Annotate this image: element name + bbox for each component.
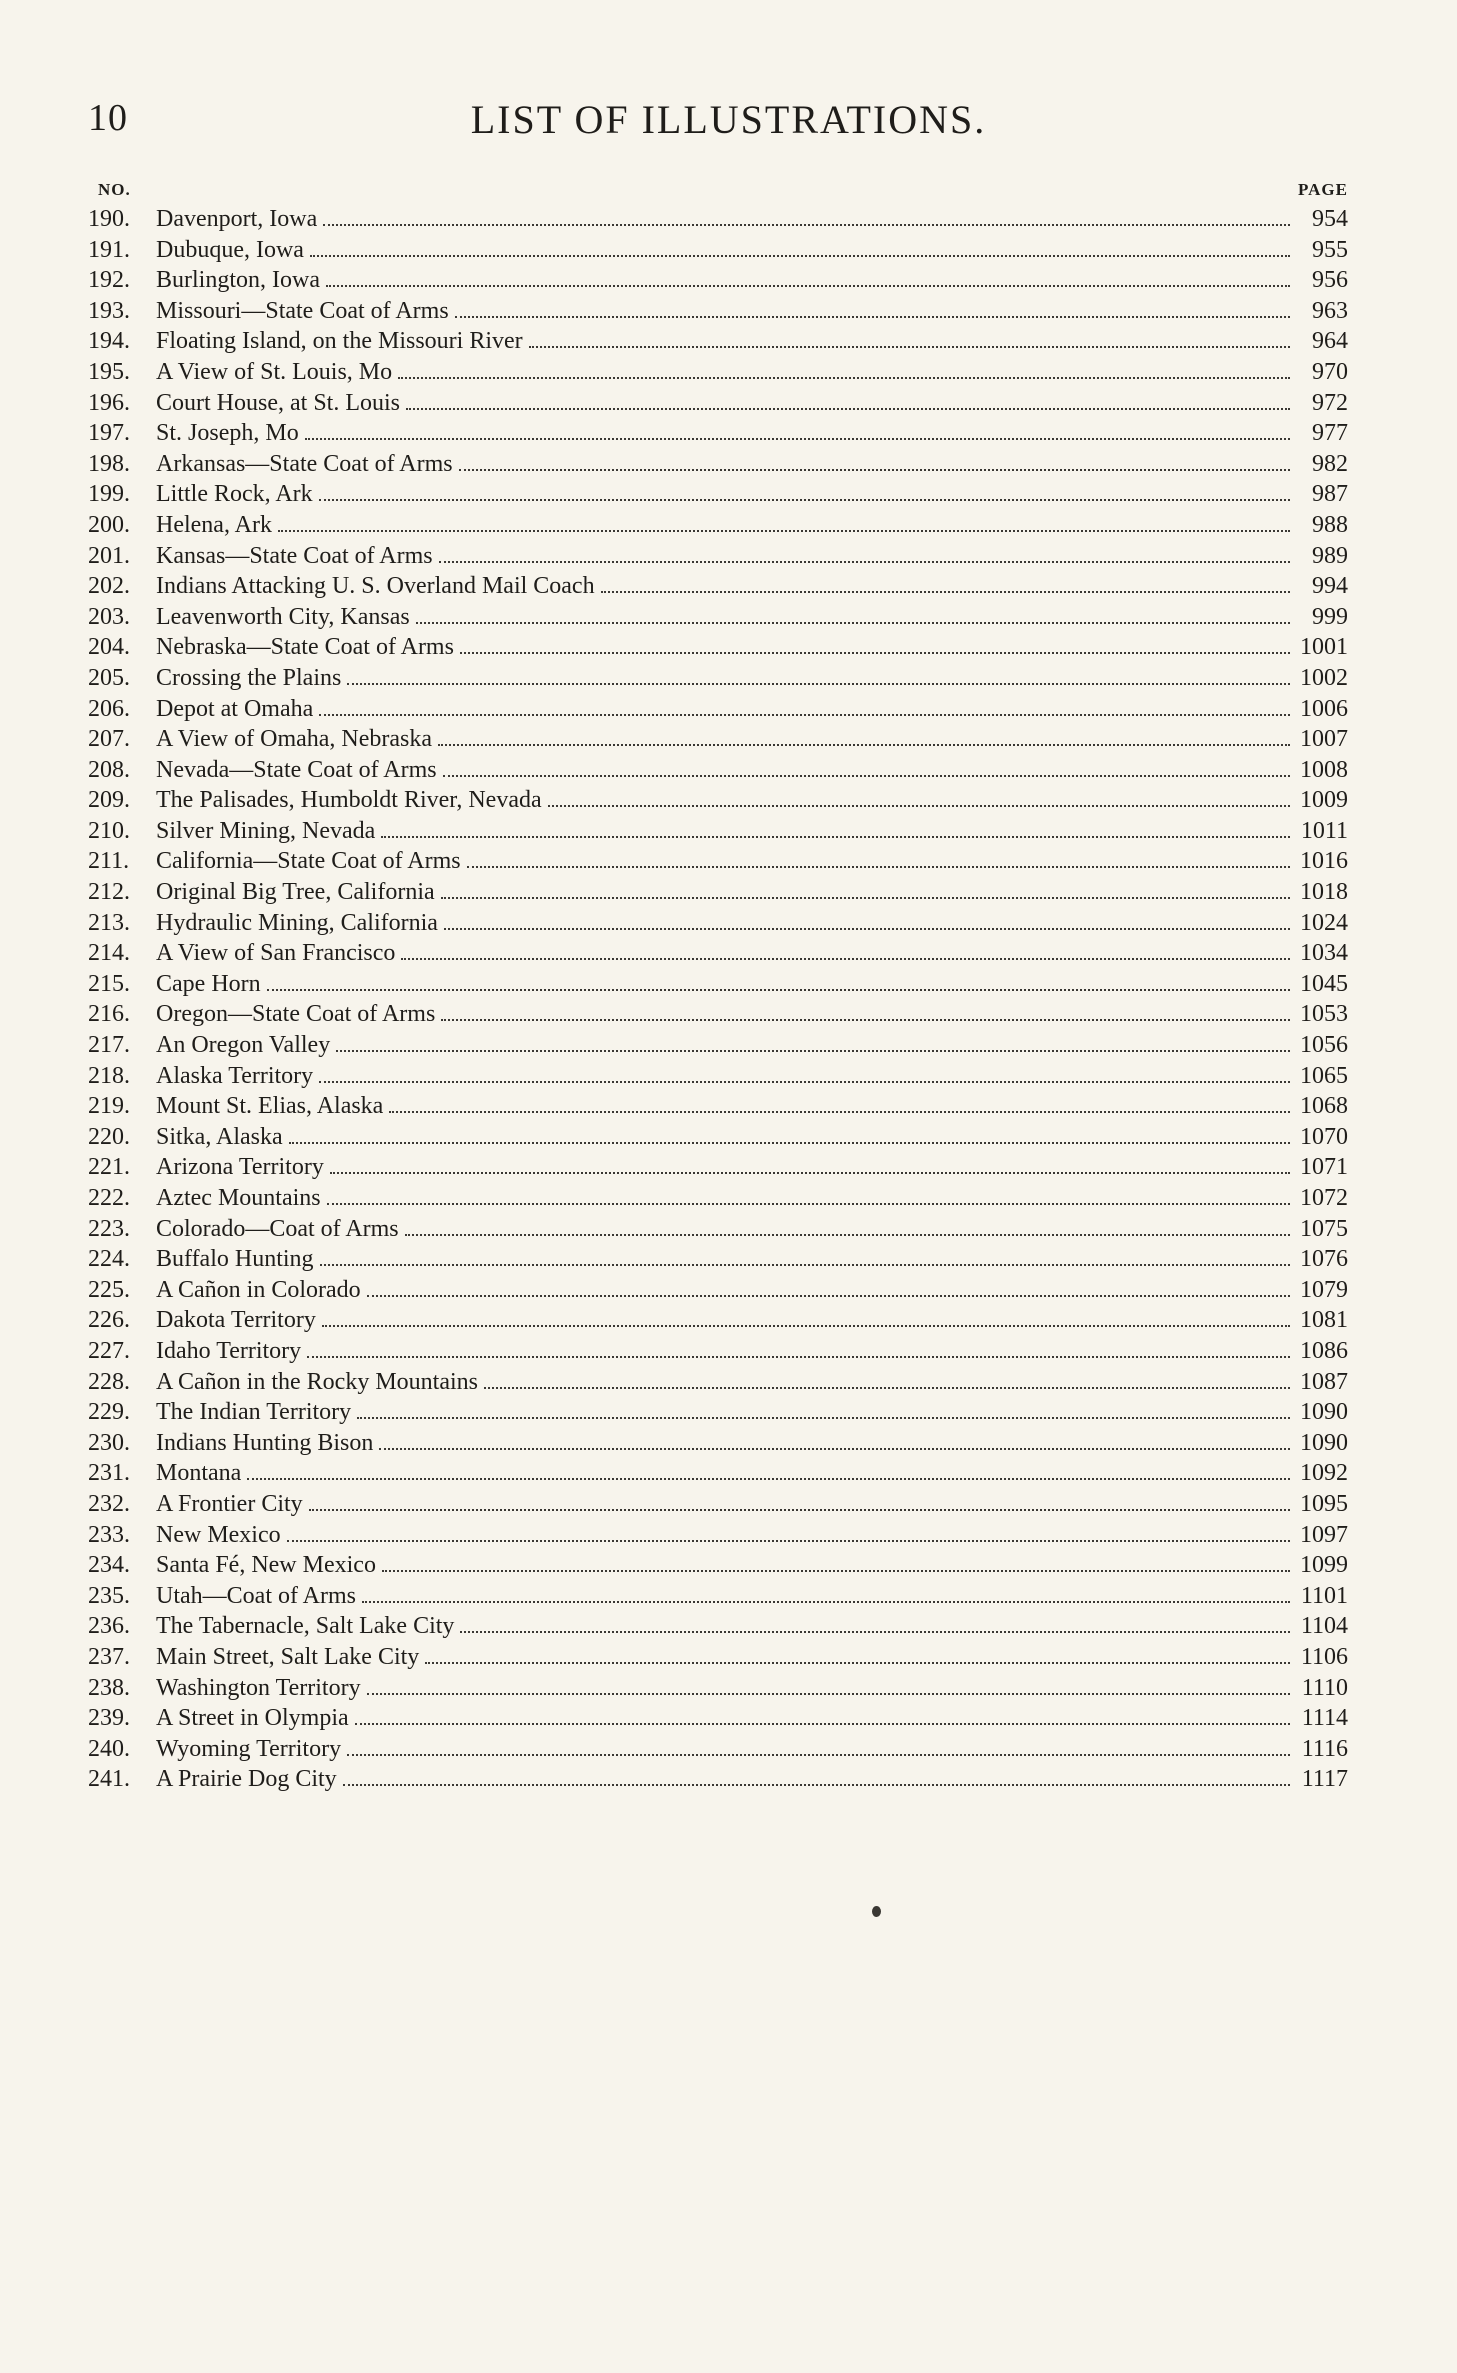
illustration-number: 238. [88, 1674, 130, 1701]
page-header [0, 96, 1457, 156]
illustration-number: 212. [88, 879, 130, 906]
illustration-number: 210. [88, 817, 130, 844]
dot-leader [322, 1324, 1290, 1327]
illustration-page: 954 [1312, 206, 1348, 232]
list-item [88, 481, 1348, 512]
dot-leader [405, 1233, 1290, 1236]
dot-leader [310, 254, 1290, 257]
illustration-page: 1090 [1300, 1429, 1348, 1456]
list-item [88, 1491, 1348, 1522]
list-item [88, 359, 1348, 390]
illustration-title: Alaska Territory [156, 1062, 314, 1089]
dot-leader [289, 1141, 1290, 1144]
illustration-page: 1002 [1300, 664, 1348, 691]
dot-leader [336, 1049, 1290, 1052]
list-item [88, 1675, 1348, 1706]
illustration-page: 955 [1312, 236, 1348, 263]
illustration-title: Crossing the Plains [156, 664, 342, 691]
list-item [88, 787, 1348, 818]
illustration-number: 192. [88, 267, 130, 294]
list-item [88, 1032, 1348, 1063]
list-item [88, 512, 1348, 543]
dot-leader [460, 1630, 1290, 1633]
list-item [88, 267, 1348, 298]
illustration-title: A Street in Olympia [156, 1705, 349, 1732]
illustration-page: 1068 [1300, 1093, 1348, 1120]
illustration-title: Depot at Omaha [156, 695, 314, 722]
illustration-page: 1045 [1300, 970, 1348, 997]
illustration-title: Dubuque, Iowa [156, 236, 304, 263]
illustration-page: 1034 [1300, 940, 1348, 967]
illustration-page: 1095 [1300, 1490, 1348, 1517]
illustration-number: 237. [88, 1643, 130, 1670]
list-item [88, 1430, 1348, 1461]
list-item [88, 818, 1348, 849]
list-item [88, 1705, 1348, 1736]
illustration-page: 1024 [1300, 909, 1348, 936]
illustration-title: California—State Coat of Arms [156, 848, 461, 875]
dot-leader [305, 437, 1290, 440]
illustration-page: 999 [1312, 603, 1348, 630]
illustration-number: 208. [88, 756, 130, 783]
illustration-number: 241. [88, 1766, 130, 1793]
illustration-title: Cape Horn [156, 970, 261, 997]
number-column-heading: NO. [98, 180, 131, 199]
dot-leader [347, 682, 1290, 685]
illustration-page: 1065 [1300, 1062, 1348, 1089]
illustration-title: Missouri—State Coat of Arms [156, 297, 449, 324]
dot-leader [460, 651, 1290, 654]
illustration-number: 196. [88, 389, 130, 416]
dot-leader [416, 621, 1290, 624]
dot-leader [467, 865, 1290, 868]
dot-leader [441, 896, 1290, 899]
illustration-title: Oregon—State Coat of Arms [156, 1001, 436, 1028]
dot-leader [309, 1508, 1290, 1511]
illustration-title: Sitka, Alaska [156, 1123, 283, 1150]
illustration-page: 1070 [1300, 1123, 1348, 1150]
illustration-number: 224. [88, 1246, 130, 1273]
illustration-number: 195. [88, 358, 130, 385]
list-item [88, 206, 1348, 237]
dot-leader [381, 835, 1290, 838]
illustration-page: 1104 [1300, 1613, 1348, 1640]
illustration-title: The Indian Territory [156, 1399, 352, 1426]
illustration-title: Original Big Tree, California [156, 879, 435, 906]
illustration-number: 197. [88, 420, 130, 447]
illustration-title: Kansas—State Coat of Arms [156, 542, 433, 569]
list-item [88, 1307, 1348, 1338]
dot-leader [455, 315, 1290, 318]
illustration-number: 228. [88, 1368, 130, 1395]
illustration-page: 1016 [1300, 848, 1348, 875]
illustration-page: 1071 [1300, 1154, 1348, 1181]
illustration-number: 221. [88, 1154, 130, 1181]
illustration-title: Nebraska—State Coat of Arms [156, 634, 454, 661]
illustration-title: Little Rock, Ark [156, 481, 313, 508]
illustration-number: 198. [88, 450, 130, 477]
dot-leader [459, 468, 1290, 471]
illustration-title: Hydraulic Mining, California [156, 909, 438, 936]
dot-leader [287, 1539, 1290, 1542]
dot-leader [401, 957, 1290, 960]
illustration-title: A View of St. Louis, Mo [156, 358, 393, 385]
list-item [88, 1399, 1348, 1430]
illustration-number: 226. [88, 1307, 130, 1334]
list-item [88, 420, 1348, 451]
illustration-title: Floating Island, on the Missouri River [156, 328, 523, 355]
page-column-heading: PAGE [1298, 180, 1348, 199]
illustration-title: Leavenworth City, Kansas [156, 603, 410, 630]
illustration-number: 200. [88, 511, 130, 538]
page-title: LIST OF ILLUSTRATIONS. [470, 97, 987, 142]
dot-leader [367, 1692, 1290, 1695]
dot-leader [319, 1080, 1290, 1083]
illustration-number: 209. [88, 787, 130, 814]
illustration-page: 1011 [1300, 817, 1348, 844]
dot-leader [379, 1447, 1290, 1450]
illustration-page: 972 [1312, 389, 1348, 416]
list-item [88, 1766, 1348, 1797]
illustrations-list [88, 206, 1348, 1797]
illustration-page: 963 [1312, 297, 1348, 324]
list-item [88, 665, 1348, 696]
illustration-page: 1006 [1300, 695, 1348, 722]
illustration-page: 1092 [1300, 1460, 1348, 1487]
dot-leader [601, 590, 1290, 593]
dot-leader [357, 1416, 1290, 1419]
dot-leader [425, 1661, 1290, 1664]
illustration-number: 220. [88, 1123, 130, 1150]
dot-leader [323, 223, 1290, 226]
illustration-title: Indians Hunting Bison [156, 1429, 374, 1456]
list-item [88, 328, 1348, 359]
illustration-title: A View of San Francisco [156, 940, 396, 967]
illustration-number: 218. [88, 1062, 130, 1089]
dot-leader [439, 560, 1290, 563]
illustration-number: 193. [88, 297, 130, 324]
dot-leader [367, 1294, 1290, 1297]
illustration-number: 232. [88, 1490, 130, 1517]
illustration-number: 190. [88, 206, 130, 232]
list-item [88, 1460, 1348, 1491]
illustration-title: The Tabernacle, Salt Lake City [156, 1613, 455, 1640]
illustration-title: St. Joseph, Mo [156, 420, 299, 447]
illustration-page: 1081 [1300, 1307, 1348, 1334]
illustration-number: 206. [88, 695, 130, 722]
list-item [88, 573, 1348, 604]
ink-spot [872, 1906, 881, 1917]
illustration-page: 1076 [1300, 1246, 1348, 1273]
illustration-number: 225. [88, 1276, 130, 1303]
illustration-number: 217. [88, 1032, 130, 1059]
illustration-number: 219. [88, 1093, 130, 1120]
list-item [88, 1063, 1348, 1094]
dot-leader [319, 713, 1290, 716]
illustration-title: Arizona Territory [156, 1154, 324, 1181]
list-item [88, 696, 1348, 727]
list-item [88, 1277, 1348, 1308]
illustration-page: 994 [1312, 573, 1348, 600]
illustration-number: 222. [88, 1185, 130, 1211]
illustration-page: 1101 [1300, 1582, 1348, 1609]
list-item [88, 543, 1348, 574]
illustration-page: 977 [1312, 420, 1348, 447]
illustration-title: Washington Territory [156, 1674, 361, 1701]
illustration-page: 1072 [1300, 1185, 1348, 1211]
list-item [88, 757, 1348, 788]
illustration-title: Utah—Coat of Arms [156, 1582, 356, 1609]
illustration-title: Arkansas—State Coat of Arms [156, 450, 453, 477]
dot-leader [267, 988, 1290, 991]
list-item [88, 848, 1348, 879]
illustration-title: An Oregon Valley [156, 1032, 331, 1059]
list-item [88, 237, 1348, 268]
page-number: 10 [88, 97, 128, 139]
list-item [88, 879, 1348, 910]
illustration-number: 214. [88, 940, 130, 967]
list-item [88, 1185, 1348, 1216]
illustration-title: Mount St. Elias, Alaska [156, 1093, 384, 1120]
list-item [88, 1369, 1348, 1400]
dot-leader [406, 407, 1290, 410]
illustration-number: 233. [88, 1521, 130, 1548]
illustration-number: 223. [88, 1215, 130, 1242]
illustration-number: 230. [88, 1429, 130, 1456]
list-item [88, 390, 1348, 421]
illustration-number: 203. [88, 603, 130, 630]
list-item [88, 1246, 1348, 1277]
column-headings [88, 180, 1348, 204]
illustration-title: A View of Omaha, Nebraska [156, 726, 433, 753]
list-item [88, 298, 1348, 329]
illustration-page: 1079 [1300, 1276, 1348, 1303]
illustration-page: 1106 [1300, 1643, 1348, 1670]
illustration-number: 236. [88, 1613, 130, 1640]
illustration-number: 239. [88, 1705, 130, 1732]
dot-leader [382, 1569, 1290, 1572]
dot-leader [529, 345, 1290, 348]
illustration-title: A Cañon in Colorado [156, 1276, 361, 1303]
illustration-page: 1099 [1300, 1552, 1348, 1579]
dot-leader [355, 1722, 1290, 1725]
dot-leader [548, 804, 1290, 807]
illustration-page: 988 [1312, 511, 1348, 538]
illustration-number: 205. [88, 664, 130, 691]
list-item [88, 1522, 1348, 1553]
dot-leader [326, 284, 1290, 287]
illustration-page: 1056 [1300, 1032, 1348, 1059]
illustration-number: 204. [88, 634, 130, 661]
illustration-title: A Frontier City [156, 1490, 303, 1517]
illustration-title: Court House, at St. Louis [156, 389, 400, 416]
dot-leader [444, 927, 1290, 930]
list-item [88, 1216, 1348, 1247]
illustration-title: Nevada—State Coat of Arms [156, 756, 437, 783]
illustration-page: 1097 [1300, 1521, 1348, 1548]
illustration-page: 1075 [1300, 1215, 1348, 1242]
illustration-title: Dakota Territory [156, 1307, 316, 1334]
list-item [88, 1001, 1348, 1032]
list-item [88, 1613, 1348, 1644]
illustration-title: A Cañon in the Rocky Mountains [156, 1368, 478, 1395]
illustration-title: Idaho Territory [156, 1337, 302, 1364]
illustration-number: 231. [88, 1460, 130, 1487]
illustration-title: Main Street, Salt Lake City [156, 1643, 420, 1670]
illustration-number: 191. [88, 236, 130, 263]
illustration-title: Santa Fé, New Mexico [156, 1552, 376, 1579]
illustration-number: 213. [88, 909, 130, 936]
dot-leader [320, 1263, 1290, 1266]
illustration-number: 211. [88, 848, 130, 875]
illustration-page: 1090 [1300, 1399, 1348, 1426]
illustration-page: 1087 [1300, 1368, 1348, 1395]
illustration-number: 240. [88, 1735, 130, 1762]
illustration-page: 1114 [1301, 1705, 1348, 1732]
list-item [88, 634, 1348, 665]
list-item [88, 726, 1348, 757]
dot-leader [389, 1110, 1290, 1113]
illustration-title: Wyoming Territory [156, 1735, 342, 1762]
illustration-title: Colorado—Coat of Arms [156, 1215, 399, 1242]
illustration-title: Indians Attacking U. S. Overland Mail Coach [156, 573, 595, 600]
illustration-page: 982 [1312, 450, 1348, 477]
illustration-number: 234. [88, 1552, 130, 1579]
dot-leader [327, 1202, 1290, 1205]
illustration-page: 1008 [1300, 756, 1348, 783]
illustration-page: 1018 [1300, 879, 1348, 906]
dot-leader [347, 1753, 1290, 1756]
list-item [88, 1644, 1348, 1675]
illustration-page: 989 [1312, 542, 1348, 569]
dot-leader [330, 1171, 1290, 1174]
illustration-page: 1009 [1300, 787, 1348, 814]
illustration-number: 229. [88, 1399, 130, 1426]
dot-leader [343, 1783, 1290, 1786]
illustration-page: 1110 [1301, 1674, 1348, 1701]
illustration-page: 956 [1312, 267, 1348, 294]
dot-leader [484, 1386, 1290, 1389]
illustration-number: 235. [88, 1582, 130, 1609]
illustration-title: A Prairie Dog City [156, 1766, 337, 1793]
illustration-page: 1007 [1300, 726, 1348, 753]
list-item [88, 1154, 1348, 1185]
illustration-number: 207. [88, 726, 130, 753]
illustration-number: 216. [88, 1001, 130, 1028]
list-item [88, 451, 1348, 482]
list-item [88, 940, 1348, 971]
dot-leader [398, 376, 1290, 379]
illustration-title: Silver Mining, Nevada [156, 817, 376, 844]
dot-leader [438, 743, 1290, 746]
illustration-page: 1086 [1300, 1337, 1348, 1364]
illustration-title: Montana [156, 1460, 242, 1487]
list-item [88, 1338, 1348, 1369]
illustration-title: Burlington, Iowa [156, 267, 320, 294]
dot-leader [307, 1355, 1290, 1358]
illustration-number: 199. [88, 481, 130, 508]
dot-leader [278, 529, 1290, 532]
illustration-page: 1116 [1301, 1735, 1348, 1762]
illustration-page: 1001 [1300, 634, 1348, 661]
dot-leader [319, 498, 1290, 501]
list-item [88, 1736, 1348, 1767]
list-item [88, 1552, 1348, 1583]
dot-leader [247, 1477, 1290, 1480]
illustration-page: 970 [1312, 358, 1348, 385]
list-item [88, 971, 1348, 1002]
illustration-title: Helena, Ark [156, 511, 272, 538]
list-item [88, 604, 1348, 635]
dot-leader [443, 774, 1290, 777]
illustration-title: Davenport, Iowa [156, 206, 318, 232]
illustration-page: 1117 [1301, 1766, 1348, 1793]
illustration-page: 987 [1312, 481, 1348, 508]
illustration-title: Aztec Mountains [156, 1185, 321, 1211]
dot-leader [441, 1018, 1290, 1021]
illustration-title: New Mexico [156, 1521, 281, 1548]
illustration-page: 964 [1312, 328, 1348, 355]
illustration-title: Buffalo Hunting [156, 1246, 314, 1273]
illustration-page: 1053 [1300, 1001, 1348, 1028]
illustration-number: 202. [88, 573, 130, 600]
list-item [88, 910, 1348, 941]
illustration-number: 194. [88, 328, 130, 355]
illustration-number: 201. [88, 542, 130, 569]
dot-leader [362, 1600, 1290, 1603]
list-item [88, 1583, 1348, 1614]
illustration-number: 227. [88, 1337, 130, 1364]
illustration-title: The Palisades, Humboldt River, Nevada [156, 787, 542, 814]
list-item [88, 1093, 1348, 1124]
list-item [88, 1124, 1348, 1155]
illustration-number: 215. [88, 970, 130, 997]
